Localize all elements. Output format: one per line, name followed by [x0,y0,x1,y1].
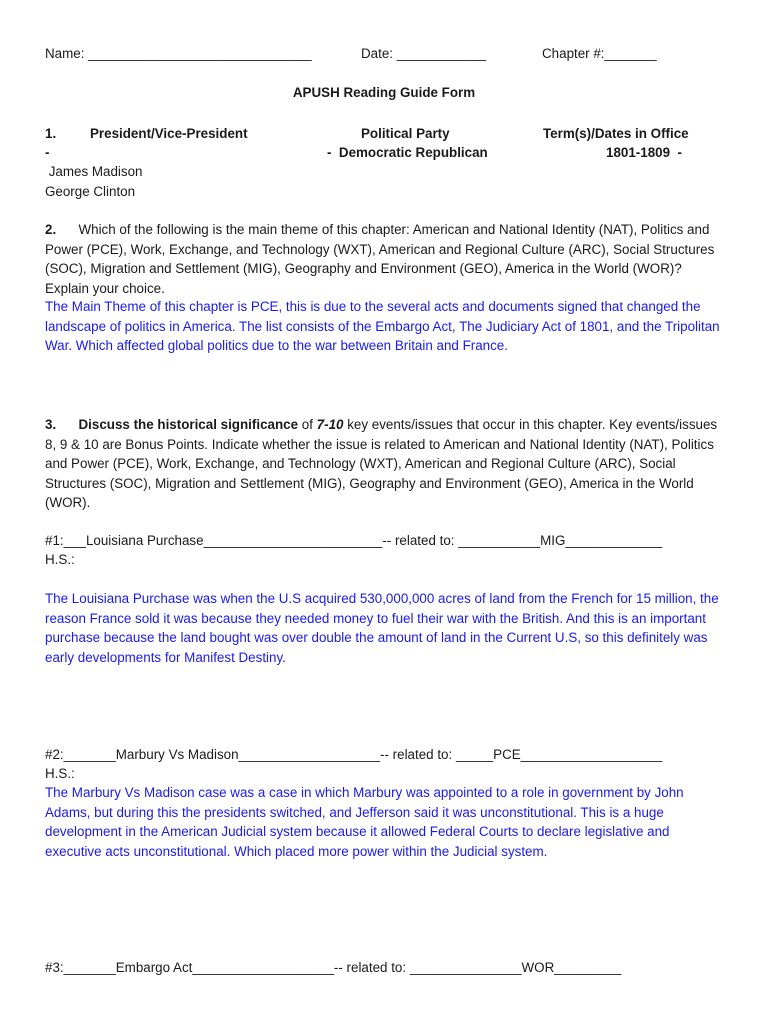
chapter-field-label: Chapter #:_______ [542,46,657,61]
q1-col-terms: Term(s)/Dates in Office [543,126,689,141]
q1-dash: - [45,145,50,160]
event-1-line[interactable]: #1:___Louisiana Purchase________________________-- related to: ___________MIG_____________ [45,533,663,548]
event-2-hs-label: H.S.: [45,766,75,781]
q1-dates-value: 1801-1809 - [606,145,682,160]
q1-number: 1. [45,126,57,141]
q2-question: 2. Which of the following is the main theme of this chapter: American and National Identity (NAT), Politics and Power (PCE), Work, Exchange, and Technology (WXT), American and Regional Culture (ARC), Social Structures (SOC), Migration and Settlement (MIG), Geography and Environment (GEO), America in the World (WOR)? Explain your choice. [45,222,715,296]
q1-col-party: Political Party [361,126,450,141]
q1-vice-president-value: George Clinton [45,184,136,199]
event-1-answer[interactable]: The Louisiana Purchase was when the U.S acquired 530,000,000 acres of land from the French for 15 million, the reason France sold it was because they needed money to fuel their war with the British. And this is an important purchase because the land bought was over double the amount of land in the Current U.S, so this definitely was early developments for Manifest Destiny. [45,591,719,665]
event-2-line[interactable]: #2:_______Marbury Vs Madison___________________-- related to: _____PCE___________________ [45,747,663,762]
event-3-line[interactable]: #3:_______Embargo Act___________________-- related to: _______________WOR_________ [45,960,622,975]
q1-president-value: James Madison [45,164,143,179]
event-1-hs-label: H.S.: [45,552,75,567]
q2-answer[interactable]: The Main Theme of this chapter is PCE, this is due to the several acts and documents signed that changed the landscape of politics in America. The list consists of the Embargo Act, The Judiciary Act of 1801, and the Tripolitan War. Which affected global politics due to the war between Britain and France. [45,299,720,353]
q1-col-president: President/Vice-President [90,126,248,141]
q3-prompt: 3. Discuss the historical significance of 7-10 key events/issues that occur in this chapter. Key events/issues 8, 9 & 10 are Bonus Points. Indicate whether the issue is related to American and National Identity (NAT), Politics and Power (PCE), Work, Exchange, and Technology (WXT), American and Regional Culture (ARC), Social Structures (SOC), Migration and Settlement (MIG), Geography and Environment (GEO), America in the World (WOR). [45,417,718,510]
name-blank[interactable]: ______________________________ [88,46,312,61]
page-title: APUSH Reading Guide Form [292,85,476,100]
q1-party-value: - Democratic Republican [327,145,488,160]
event-2-answer[interactable]: The Marbury Vs Madison case was a case in which Marbury was appointed to a role in government by John Adams, but during this the presidents switched, and Jefferson said it was unconstitutional. This is a huge development in the American Judicial system because it allowed Federal Courts to declare legislative and executive acts unconstitutional. Which placed more power within the Judicial system. [45,785,684,859]
date-field-label: Date: ____________ [361,46,487,61]
name-field-label: Name: ______________________________ [45,46,312,61]
date-blank[interactable]: ____________ [396,46,487,61]
chapter-blank[interactable]: _______ [604,46,657,61]
